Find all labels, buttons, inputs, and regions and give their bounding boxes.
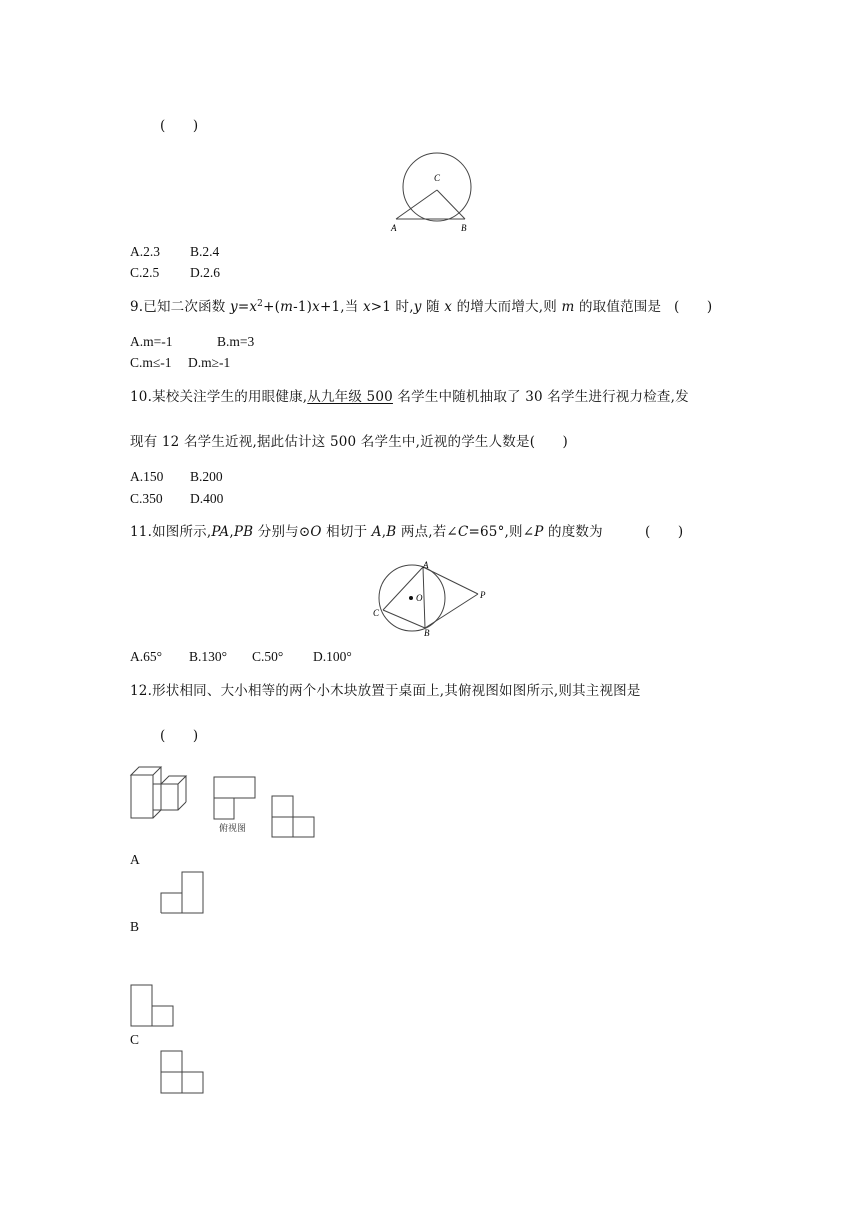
q9-option-b[interactable]: B.m=3 (217, 334, 255, 349)
q11-option-c[interactable]: C.50° (252, 649, 284, 664)
q10-option-a[interactable]: A.150 (130, 469, 164, 484)
q9-var-m: m (561, 299, 575, 315)
q9-option-d[interactable]: D.m≥-1 (188, 355, 231, 370)
q10-text: 10.某校关注学生的用眼健康, (130, 389, 308, 405)
q11-tangent-figure (368, 558, 498, 640)
q8-answer-bracket: ( ) (160, 118, 199, 134)
q8-option-c[interactable]: C.2.5 (130, 265, 160, 280)
q9-text: 已知二次函数 (143, 299, 230, 315)
q9-text: 随 (421, 299, 445, 315)
q11-text: , (381, 524, 387, 540)
q8-option-d[interactable]: D.2.6 (190, 265, 220, 280)
q9-option-c[interactable]: C.m≤-1 (130, 355, 172, 370)
q9-option-a[interactable]: A.m=-1 (130, 334, 173, 349)
q11-answer-bracket: ( ) (645, 524, 684, 540)
q12-top-view-figure (213, 776, 257, 822)
q11-var-o: O (310, 524, 322, 540)
q12-option-b-label[interactable]: B (130, 919, 140, 934)
q11-text: 分别与⊙ (253, 524, 311, 540)
q10-option-d[interactable]: D.400 (190, 491, 224, 506)
q9-options-row-1 (130, 335, 254, 349)
q12-option-c-label[interactable]: C (130, 1032, 140, 1047)
q10-options-row-2 (130, 492, 223, 506)
q11-label-p: P (480, 590, 486, 600)
q9-stem (130, 301, 661, 315)
q9-text: +( (263, 299, 281, 315)
q11-var-a: A (371, 524, 382, 540)
q12-option-d-figure[interactable] (160, 1050, 206, 1096)
q10-options-row-1 (130, 470, 223, 484)
q12-option-c-figure[interactable] (130, 984, 176, 1028)
q11-option-a[interactable]: A.65° (130, 649, 163, 664)
q9-equals: = (237, 299, 250, 315)
q9-var-x: x (362, 299, 371, 315)
q9-exponent: 2 (257, 299, 264, 309)
q11-var-p: P (534, 524, 544, 540)
q10-option-c[interactable]: C.350 (130, 491, 163, 506)
q12-stem: 12.形状相同、大小相等的两个小木块放置于桌面上,其俯视图如图所示,则其主视图是 (130, 683, 641, 699)
q12-option-a-figure[interactable] (271, 795, 317, 839)
q9-number: 9. (130, 299, 144, 315)
q11-label-a: A (423, 560, 429, 570)
q12-top-view-caption: 俯视图 (219, 824, 247, 834)
q11-option-b[interactable]: B.130° (189, 649, 228, 664)
q9-text: 的取值范围是 (574, 299, 662, 315)
q11-var-b: B (386, 524, 397, 540)
q11-text: 11.如图所示, (130, 524, 212, 540)
q9-text: 的增大而增大,则 (452, 299, 562, 315)
q9-options-row-2 (130, 356, 230, 370)
q8-circle-triangle-figure (380, 150, 480, 240)
q11-options-row (130, 650, 352, 664)
q11-var-pb: PB (233, 524, 254, 540)
q11-stem (130, 526, 603, 540)
q11-label-b: B (424, 628, 430, 638)
q9-text: +1,当 (319, 299, 363, 315)
q11-text: , (229, 524, 234, 540)
q9-var-x: x (444, 299, 453, 315)
q12-answer-bracket: ( ) (160, 728, 199, 744)
q9-answer-bracket: ( ) (674, 299, 713, 315)
q10-stem-line-1 (130, 391, 689, 405)
q8-label-a: A (391, 223, 397, 233)
q8-label-b: B (461, 223, 467, 233)
q9-var-m: m (280, 299, 294, 315)
q9-text: -1) (293, 299, 313, 315)
q11-option-d[interactable]: D.100° (313, 649, 352, 664)
q12-wooden-blocks-3d-figure (130, 766, 188, 820)
q8-option-a[interactable]: A.2.3 (130, 244, 160, 259)
q11-text: 两点,若∠ (396, 524, 458, 540)
q12-option-a-label[interactable]: A (130, 852, 140, 867)
q10-stem-line-2: 现有 12 名学生近视,据此估计这 500 名学生中,近视的学生人数是( ) (130, 434, 569, 450)
q11-var-c: C (457, 524, 469, 540)
q10-option-b[interactable]: B.200 (190, 469, 223, 484)
q9-var-y: y (229, 299, 238, 315)
q9-var-x: x (312, 299, 320, 315)
q9-var-y: y (413, 299, 422, 315)
q11-label-o: O (416, 593, 423, 603)
q8-options-row-1 (130, 245, 219, 259)
q11-text: =65°,则∠ (468, 524, 535, 540)
q11-label-c: C (373, 608, 380, 618)
q10-text: 名学生中随机抽取了 30 名学生进行视力检查,发 (392, 389, 689, 405)
q11-text: 相切于 (321, 524, 372, 540)
q9-text: >1 时, (370, 299, 414, 315)
q8-options-row-2 (130, 266, 220, 280)
q8-label-c: C (434, 173, 441, 183)
q11-text: 的度数为 (543, 524, 603, 540)
q12-option-b-figure[interactable] (160, 871, 206, 915)
q8-option-b[interactable]: B.2.4 (190, 244, 220, 259)
q9-var-x: x (249, 299, 258, 315)
q11-var-pa: PA (211, 524, 230, 540)
q10-underlined-text: 从九年级 500 (307, 389, 393, 405)
